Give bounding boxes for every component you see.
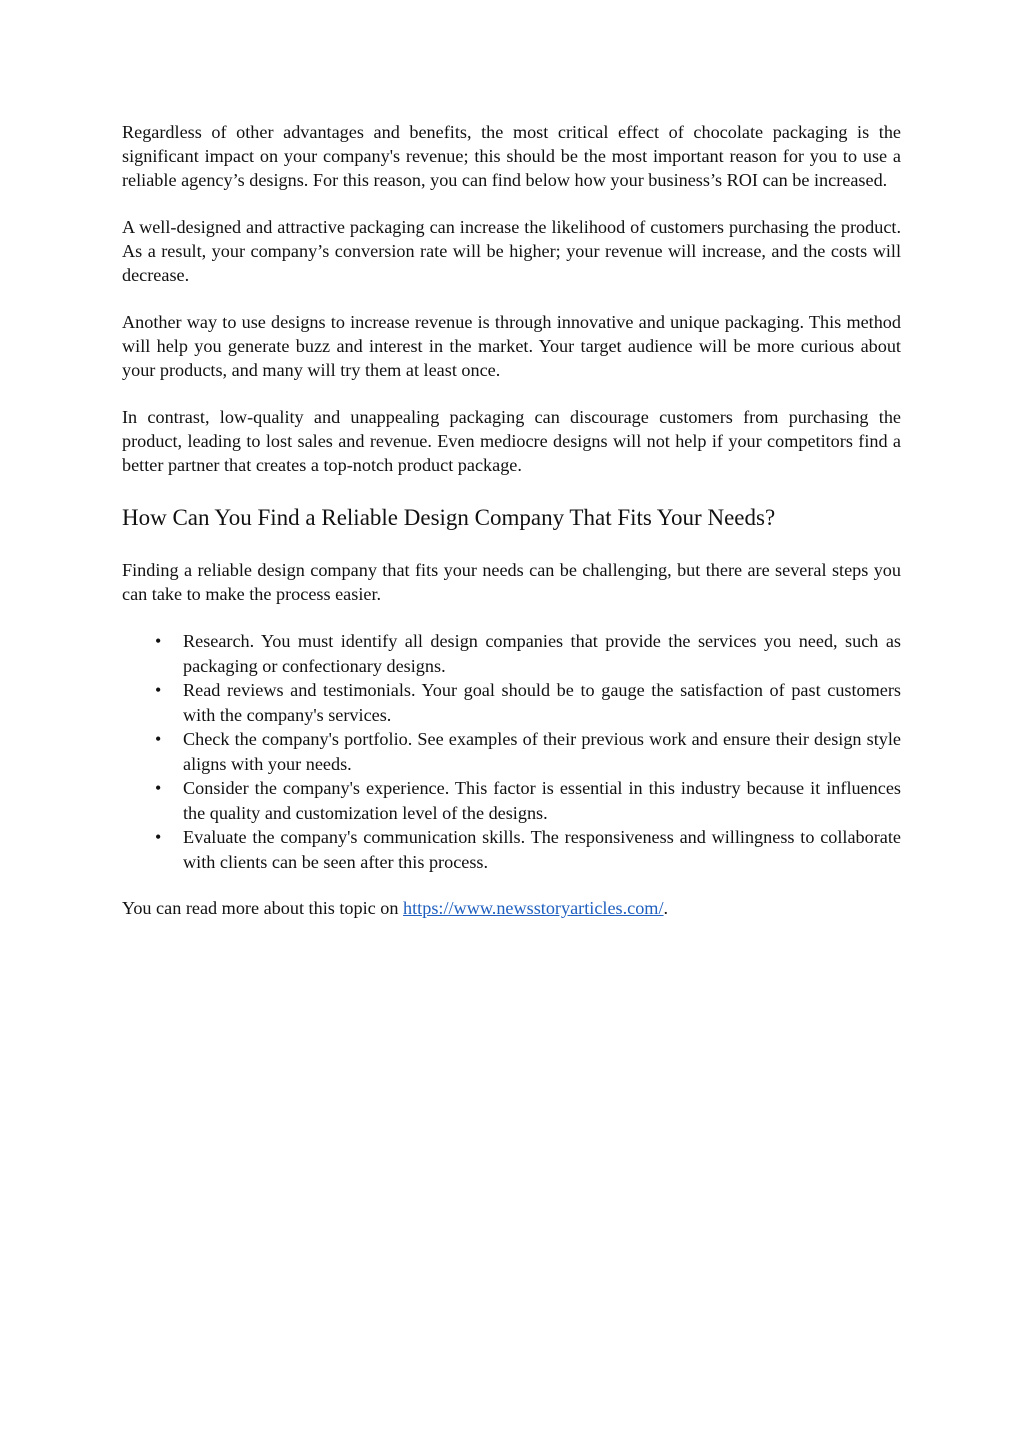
footer-suffix: .: [663, 898, 669, 918]
list-item-text: Consider the company's experience. This factor is essential in this industry because it influences the quality and customization level of the designs.: [183, 778, 901, 823]
bullet-icon: •: [155, 778, 162, 798]
section-intro: Finding a reliable design company that fits your needs can be challenging, but there are several steps you can take to make the process easier.: [122, 560, 901, 604]
section-heading: How Can You Find a Reliable Design Company That Fits Your Needs?: [122, 505, 776, 530]
bullet-icon: •: [155, 680, 162, 700]
list-item: [122, 776, 901, 825]
bullet-icon: •: [155, 631, 162, 651]
list-item: [122, 678, 901, 727]
list-item: [122, 727, 901, 776]
list-item-text: Research. You must identify all design companies that provide the services you need, such as packaging or confectionary designs.: [183, 631, 901, 676]
paragraph-innovative-packaging: Another way to use designs to increase revenue is through innovative and unique packaging. This method will help you generate buzz and interest in the market. Your target audience will be more curious about your products, and many will try them at least once.: [122, 312, 901, 380]
source-link[interactable]: https://www.newsstoryarticles.com/: [403, 898, 664, 918]
steps-list: [122, 629, 901, 874]
page-content: [122, 120, 901, 920]
paragraph-low-quality-packaging: In contrast, low-quality and unappealing packaging can discourage customers from purchasing the product, leading to lost sales and revenue. Even mediocre designs will not help if your competitors find a better partner that creates a top-notch product package.: [122, 407, 901, 475]
list-item: [122, 629, 901, 678]
list-item-text: Check the company's portfolio. See examples of their previous work and ensure their design style aligns with your needs.: [183, 729, 901, 774]
footer-note: [122, 896, 901, 920]
bullet-icon: •: [155, 827, 162, 847]
bullet-icon: •: [155, 729, 162, 749]
list-item: [122, 825, 901, 874]
paragraph-conversion-rate: A well-designed and attractive packaging can increase the likelihood of customers purchasing the product. As a result, your company’s conversion rate will be higher; your revenue will increase, and the costs will decrease.: [122, 217, 901, 285]
list-item-text: Read reviews and testimonials. Your goal should be to gauge the satisfaction of past customers with the company's services.: [183, 680, 901, 725]
list-item-text: Evaluate the company's communication skills. The responsiveness and willingness to collaborate with clients can be seen after this process.: [183, 827, 901, 872]
footer-prefix: You can read more about this topic on: [122, 898, 404, 918]
paragraph-revenue-impact: Regardless of other advantages and benefits, the most critical effect of chocolate packaging is the significant impact on your company's revenue; this should be the most important reason for you to use a reliable agency’s designs. For this reason, you can find below how your business’s ROI can be increased.: [122, 122, 901, 190]
